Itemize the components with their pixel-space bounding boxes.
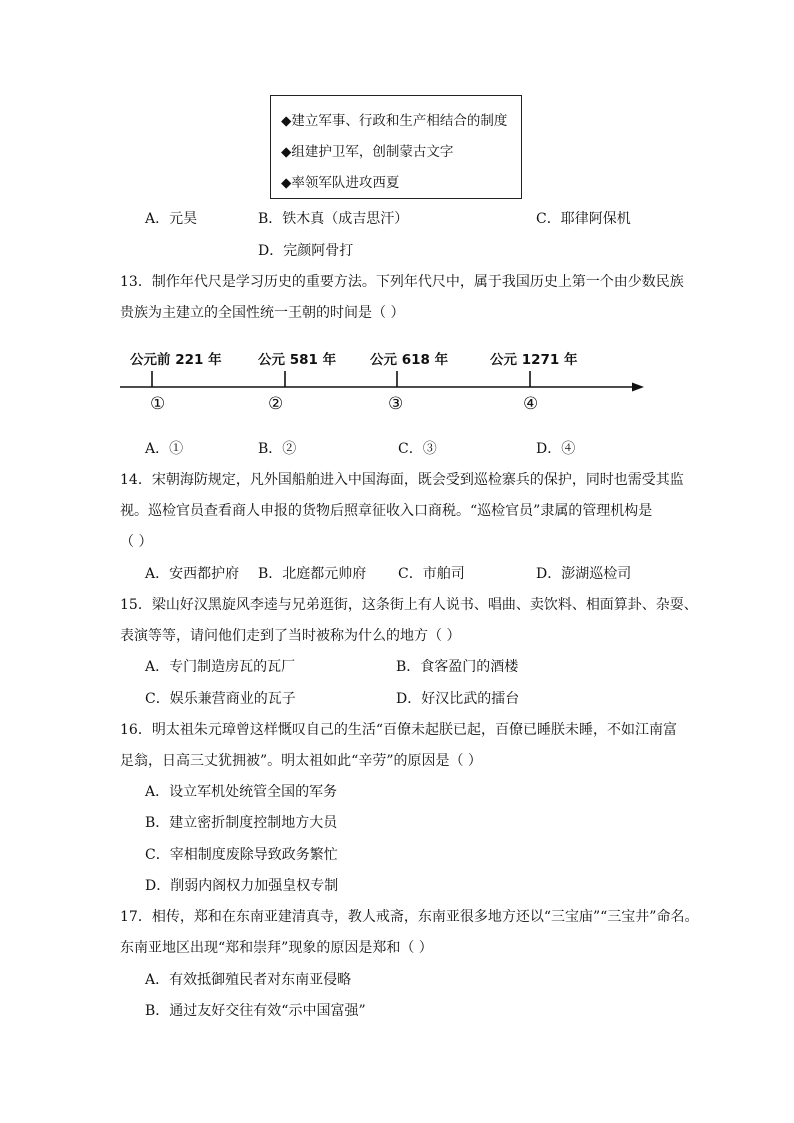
q14-option-d: D．澎湖巡检司 — [536, 566, 632, 582]
timeline-mark-4: ④ — [523, 394, 539, 414]
q15-option-d: D．好汉比武的擂台 — [396, 691, 520, 707]
q13-option-d: D．④ — [536, 441, 576, 457]
q14-stem-line3: （ ） — [120, 534, 153, 550]
q15-option-a: A．专门制造房瓦的瓦厂 — [145, 659, 296, 675]
q16-option-b: B．建立密折制度控制地方大员 — [145, 815, 338, 831]
q17-stem-line2: 东南亚地区出现“郑和崇拜”现象的原因是郑和（ ） — [120, 940, 433, 956]
q15-option-b: B．食客盈门的酒楼 — [396, 659, 519, 675]
q13-stem-line2: 贵族为主建立的全国性统一王朝的时间是（ ） — [120, 305, 405, 321]
timeline-mark-1: ① — [150, 394, 166, 414]
q12-option-d: D．完颜阿骨打 — [258, 243, 354, 259]
q14-option-b: B．北庭都元帅府 — [258, 566, 367, 582]
timeline-label-4: 公元 1271 年 — [490, 352, 578, 368]
q16-stem-line1: 16．明太祖朱元璋曾这样慨叹自己的生活“百僚未起朕已起，百僚已睡朕未睡，不如江南富 — [120, 722, 677, 738]
q14-option-a: A．安西都护府 — [145, 566, 240, 582]
q12-option-c: C．耶律阿保机 — [536, 211, 631, 227]
q16-option-d: D．削弱内阁权力加强皇权专制 — [145, 878, 339, 894]
timeline-arrow — [632, 383, 644, 392]
q16-option-c: C．宰相制度废除导致政务繁忙 — [145, 847, 338, 863]
timeline-mark-2: ② — [268, 394, 284, 414]
q12-clue-3: ◆率领军队进攻西夏 — [281, 175, 400, 191]
q17-stem-line1: 17．相传，郑和在东南亚建清真寺，教人戒斋，东南亚很多地方还以“三宝庙”“三宝井”命名。 — [120, 909, 699, 925]
q17-option-b: B．通过友好交往有效“示中国富强” — [145, 1003, 366, 1019]
q12-option-a: A．元昊 — [145, 211, 198, 227]
timeline-label-2: 公元 581 年 — [258, 352, 337, 368]
q14-stem-line2: 视。巡检官员查看商人申报的货物后照章征收入口商税。“巡检官员”隶属的管理机构是 — [120, 503, 653, 519]
timeline-label-1: 公元前 221 年 — [130, 352, 222, 368]
q16-option-a: A．设立军机处统管全国的军务 — [145, 784, 338, 800]
q15-stem-line2: 表演等等，请问他们走到了当时被称为什么的地方（ ） — [120, 628, 461, 644]
q12-clue-2: ◆组建护卫军，创制蒙古文字 — [281, 144, 454, 160]
q15-option-c: C．娱乐兼营商业的瓦子 — [145, 691, 296, 707]
timeline-mark-3: ③ — [388, 394, 404, 414]
q15-stem-line1: 15．梁山好汉黑旋风李逵与兄弟逛街，这条街上有人说书、唱曲、卖饮料、相面算卦、杂耍、 — [120, 597, 698, 613]
q12-option-b: B．铁木真（成吉思汗） — [258, 211, 409, 227]
q16-stem-line2: 足翁，日高三丈犹拥被”。明太祖如此“辛劳”的原因是（ ） — [120, 753, 482, 769]
q13-option-a: A．① — [145, 441, 184, 457]
q13-option-b: B．② — [258, 441, 297, 457]
q12-clue-1: ◆建立军事、行政和生产相结合的制度 — [281, 113, 508, 129]
timeline-label-3: 公元 618 年 — [370, 352, 449, 368]
q13-option-c: C．③ — [398, 441, 437, 457]
q14-option-c: C．市舶司 — [398, 566, 465, 582]
q13-stem-line1: 13．制作年代尺是学习历史的重要方法。下列年代尺中，属于我国历史上第一个由少数民族 — [120, 274, 684, 290]
q17-option-a: A．有效抵御殖民者对东南亚侵略 — [145, 972, 352, 988]
q14-stem-line1: 14．宋朝海防规定，凡外国船舶进入中国海面，既会受到巡检寨兵的保护，同时也需受其监 — [120, 472, 684, 488]
q12-clue-box — [270, 95, 522, 199]
